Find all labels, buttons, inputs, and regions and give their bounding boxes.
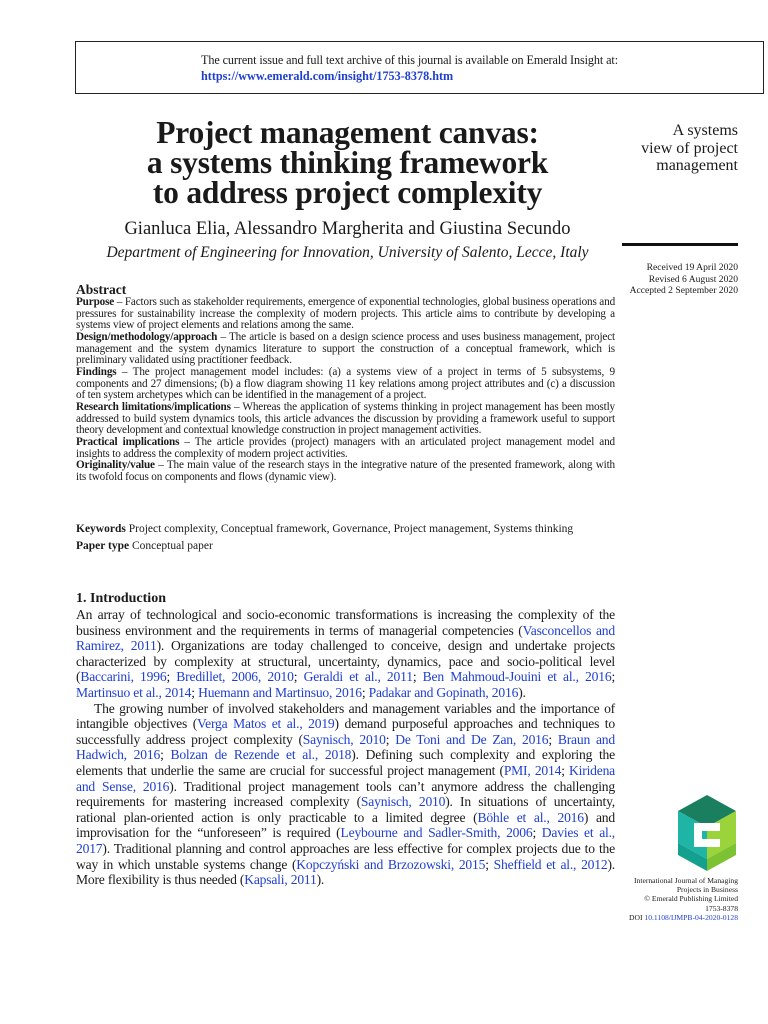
citation-link[interactable]: Braun and Hadwich, 2016 [76, 731, 615, 763]
abstract-text: – The article is based on a design science process and uses business management, project management and the system dynamics literature to support the construction of a conceptual framework, which is preliminary validated using practitioner feedback. [76, 330, 615, 367]
citation-link[interactable]: Huemann and Martinsuo, 2016 [198, 684, 362, 700]
abstract-label: Practical implications [76, 435, 180, 448]
body-text: ; [385, 731, 396, 747]
body-text: ). [518, 684, 526, 700]
abstract-limitations [76, 402, 615, 437]
citation-link[interactable]: Padakar and Gopinath, 2016 [368, 684, 519, 700]
paper-type [76, 540, 615, 552]
received-date: Received 19 April 2020 [646, 262, 738, 273]
intro-body [76, 607, 615, 888]
citation-link[interactable]: Davies et al., 2017 [76, 825, 615, 856]
body-text: ; [611, 669, 616, 685]
article-title [76, 115, 619, 210]
journal-name-line-2: Projects in Business [676, 885, 738, 895]
abstract-label: Findings [76, 365, 117, 378]
keywords-text: Project complexity, Conceptual framework, Governance, Project management, Systems thinking [125, 523, 574, 535]
citation-link[interactable]: Sheffield et al., 2012 [493, 856, 608, 872]
running-title-line-3: management [656, 157, 738, 174]
abstract-heading: Abstract [76, 282, 127, 297]
citation-link[interactable]: Saynisch, 2010 [360, 794, 446, 810]
abstract-label: Research limitations/implications [76, 400, 231, 413]
abstract-design [76, 332, 615, 367]
running-title [620, 122, 738, 175]
citation-link[interactable]: Saynisch, 2010 [302, 731, 386, 747]
body-text: ). Organizations are today challenged to conceive, design and undertake projects characterized by complexity at structural, uncertainty, dynamics, pace and socio-political level ( [76, 638, 615, 685]
citation-link[interactable]: Leybourne and Sadler-Smith, 2006 [340, 825, 533, 841]
citation-link[interactable]: Martinsuo et al., 2014 [76, 684, 192, 700]
body-text: ; [561, 762, 570, 778]
abstract-text: – The main value of the research stays in the integrative nature of the presented framework, along with its twofold focus on components and flows (dynamic view). [76, 459, 615, 483]
affiliation: Department of Engineering for Innovation, University of Salento, Lecce, Italy [106, 244, 589, 261]
journal-info [600, 876, 738, 922]
revised-date: Revised 6 August 2020 [648, 273, 738, 285]
body-text: ; [293, 669, 304, 685]
authors: Gianluca Elia, Alessandro Margherita and Giustina Secundo [124, 219, 571, 239]
body-text: ; [412, 669, 423, 685]
copyright: © Emerald Publishing Limited [644, 894, 738, 904]
archive-url-link[interactable]: https://www.emerald.com/insight/1753-8378.htm [201, 69, 454, 83]
body-text: ). More flexibility is thus needed ( [76, 856, 615, 888]
archive-notice-text: The current issue and full text archive of this journal is available on Emerald Insight at: [201, 53, 618, 67]
intro-heading: 1. Introduction [76, 591, 166, 606]
body-text: The growing number of involved stakeholders and management variables and the importance of intangible objectives ( [76, 700, 615, 732]
paper-type-text: Conceptual paper [129, 540, 213, 552]
citation-link[interactable]: Vasconcellos and Ramirez, 2011 [76, 622, 615, 654]
title-line-2: a systems thinking framework [146, 145, 549, 180]
abstract-label: Design/methodology/approach [76, 330, 218, 343]
intro-paragraph-1 [76, 607, 615, 701]
emerald-publishing-logo-icon [676, 793, 738, 873]
body-text: ; [532, 825, 542, 841]
citation-link[interactable]: Kopczyński and Brzozowski, 2015 [296, 856, 486, 872]
issn: 1753-8378 [705, 903, 738, 913]
body-text: ) and improvisation for the “unforeseen” is required ( [76, 809, 616, 841]
title-line-1: Project management canvas: [156, 115, 539, 150]
logo-svg [676, 793, 738, 873]
body-text: ; [191, 684, 199, 700]
citation-link[interactable]: Böhle et al., 2016 [477, 809, 584, 825]
abstract-text: – Factors such as stakeholder requirements, emergence of exponential technologies, global business operations and pressures for sustainability increase the complexity of modern projects. This article aims to contribute by developing a systems view of project elements and relations among the same. [76, 296, 616, 332]
abstract-label: Purpose [76, 296, 115, 308]
citation-link[interactable]: Ben Mahmoud-Jouini et al., 2016 [422, 669, 612, 685]
citation-link[interactable]: De Toni and De Zan, 2016 [395, 731, 549, 747]
keywords [76, 523, 615, 535]
body-text: ; [548, 731, 558, 747]
body-text: ; [485, 856, 494, 872]
keywords-label: Keywords [76, 523, 126, 535]
archive-notice-box [75, 41, 764, 94]
accepted-date: Accepted 2 September 2020 [629, 285, 738, 296]
body-text: ; [160, 747, 171, 763]
body-text: ; [361, 684, 369, 700]
body-text: ). In situations of uncertainty, rational plan-oriented action is only practicable to a limited degree ( [76, 794, 615, 825]
citation-link[interactable]: Kapsali, 2011 [244, 872, 317, 888]
citation-link[interactable]: PMI, 2014 [503, 762, 562, 778]
doi-line [600, 913, 738, 922]
abstract-text: – The article provides (project) managers with an articulated project management model and insights to address the complexity of modern project activities. [76, 435, 615, 460]
body-text: ). Defining such complexity and exploring the elements that underlie the same are crucial for successful project management ( [76, 747, 615, 778]
citation-link[interactable]: Geraldi et al., 2011 [303, 669, 413, 685]
citation-link[interactable]: Verga Matos et al., 2019 [197, 716, 335, 732]
journal-name-line-1: International Journal of Managing [634, 876, 738, 885]
running-title-line-1: A systems [672, 122, 738, 139]
abstract-purpose [76, 297, 615, 332]
title-line-3: to address project complexity [152, 175, 543, 210]
doi-link[interactable]: 10.1108/IJMPB-04-2020-0128 [644, 912, 738, 922]
abstract-findings [76, 367, 615, 402]
abstract-originality [76, 460, 615, 483]
abstract-label: Originality/value [76, 459, 155, 472]
abstract-practical [76, 437, 615, 460]
abstract-text: – Whereas the application of systems thinking in project management has been mostly addressed to build system dynamics tools, this article advances the discussion by providing a framework useful to support theory development and contextual knowledge construction in project management activities. [76, 400, 615, 437]
body-text: ). Traditional planning and control approaches are less effective for complex projects due to the way in which unstable systems change ( [76, 840, 615, 872]
submission-dates [600, 262, 738, 297]
doi-label: DOI [629, 912, 643, 922]
body-text: ) demand purposeful approaches and techniques to successfully address project complexity ( [76, 716, 615, 747]
citation-link[interactable]: Kiridena and Sense, 2016 [76, 762, 616, 794]
abstract-text: – The project management model includes: (a) a systems view of a project in terms of 5 subsystems, 9 components and 27 dimensions; (b) a flow diagram showing 11 key relations among project attributes and (c) a discussion of ten system archetypes which can be identified in the management of a project. [76, 365, 615, 402]
body-text: ). [316, 872, 325, 888]
citation-link[interactable]: Bredillet, 2006, 2010 [176, 669, 294, 685]
body-text: ). Traditional project management tools can’t anymore address the challenging requirements for mastering increased complexity ( [76, 778, 615, 810]
body-text: ; [166, 669, 177, 685]
abstract-body [76, 297, 615, 484]
running-title-line-2: view of project [641, 139, 738, 157]
body-text: An array of technological and socio-economic transformations is increasing the complexity of the business environment and the requirements in terms of managerial competencies ( [76, 607, 615, 638]
paper-type-label: Paper type [76, 540, 130, 552]
side-divider [622, 243, 738, 246]
citation-link[interactable]: Baccarini, 1996 [80, 669, 167, 685]
intro-paragraph-2 [76, 701, 615, 888]
citation-link[interactable]: Bolzan de Rezende et al., 2018 [170, 747, 352, 763]
